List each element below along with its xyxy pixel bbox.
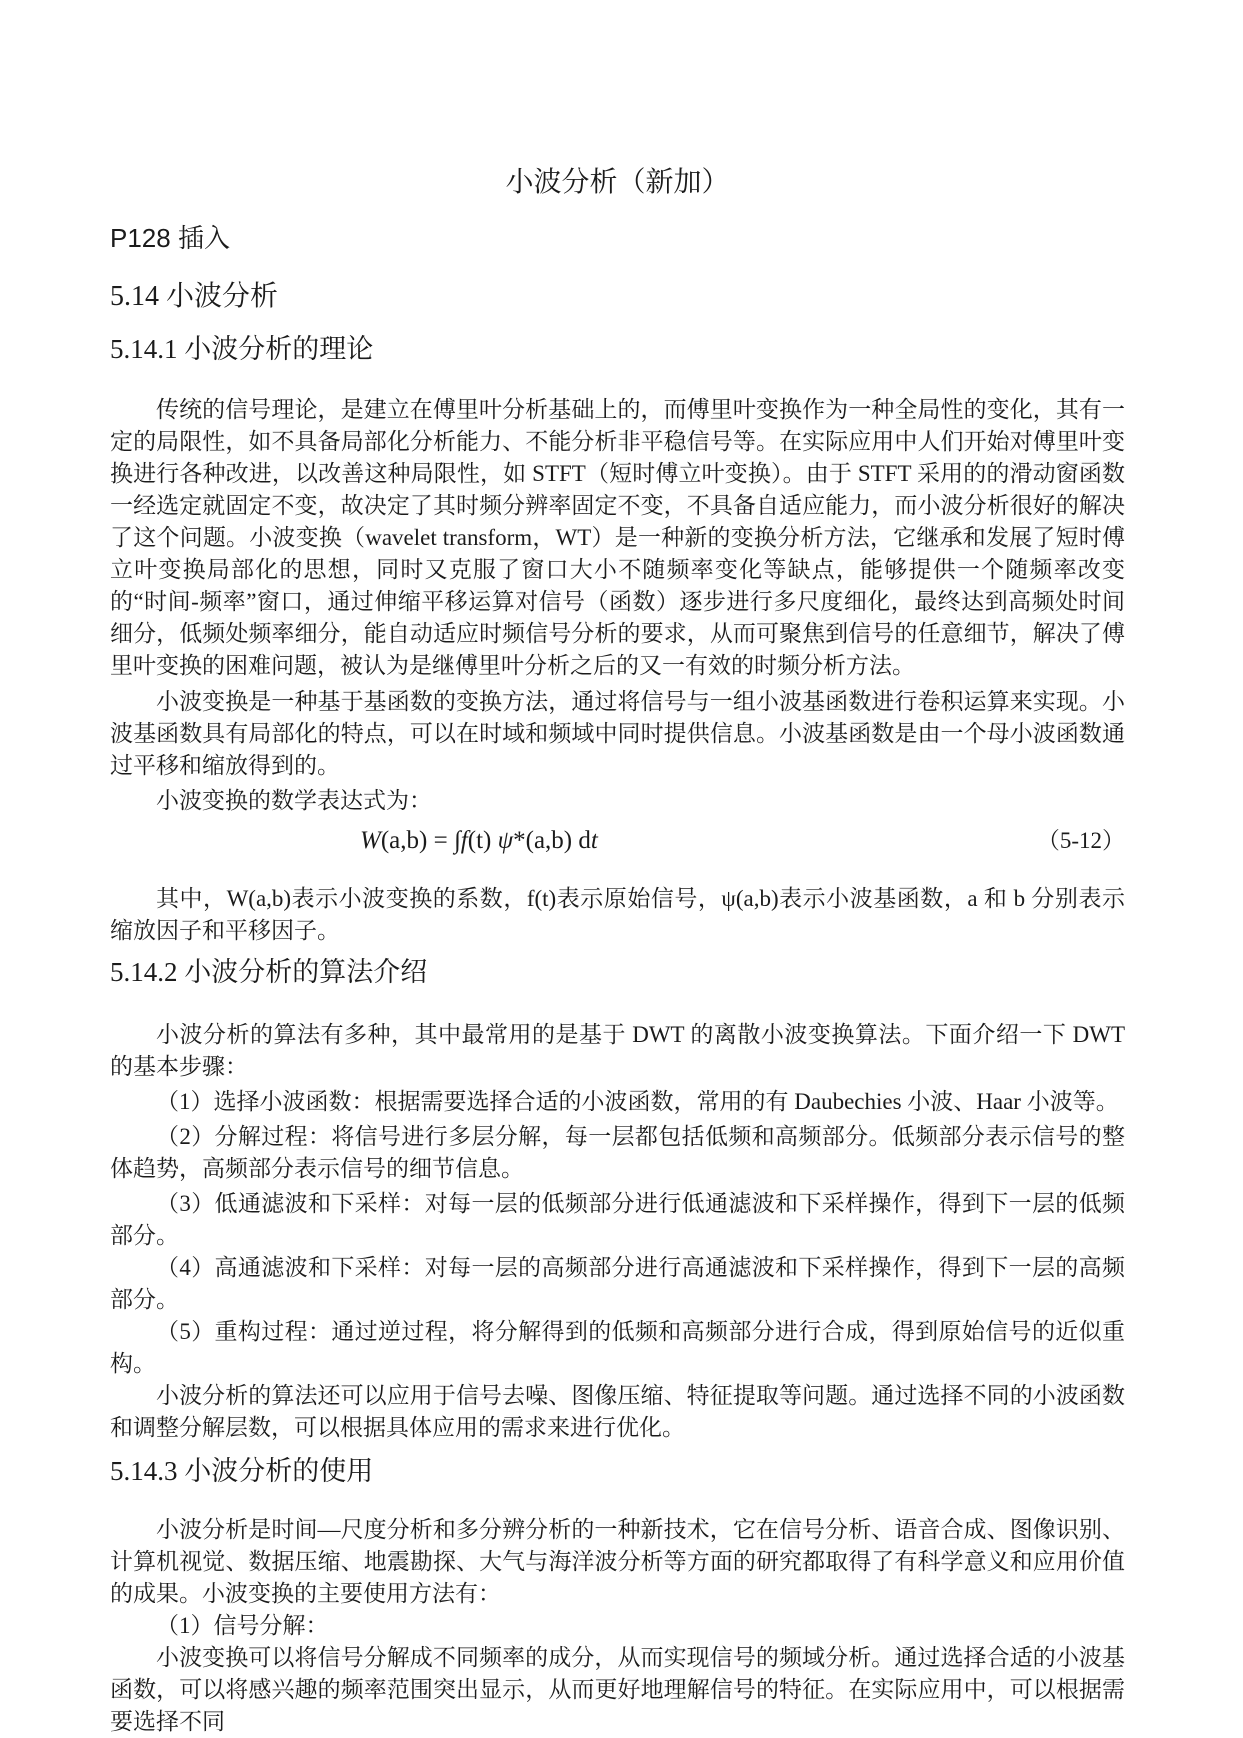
psi-symbol: ψ <box>497 827 514 854</box>
heading-5-14-3: 5.14.3 小波分析的使用 <box>110 1456 374 1486</box>
doc-title: 小波分析（新加） <box>505 166 730 197</box>
list-item-step-5: （5）重构过程：通过逆过程，将分解得到的低频和高频部分进行合成，得到原始信号的近似重构。 <box>110 1319 1125 1376</box>
equation-5-12 <box>110 823 1125 859</box>
equation-number: （5-12） <box>1036 828 1125 853</box>
heading-5-14-1: 5.14.1 小波分析的理论 <box>110 334 374 364</box>
heading-5-14-2: 5.14.2 小波分析的算法介绍 <box>110 957 428 987</box>
list-item-step-1: （1）选择小波函数：根据需要选择合适的小波函数，常用的有 Daubechies 小波、Haar 小波等。 <box>156 1089 1119 1114</box>
list-item-step-3: （3）低通滤波和下采样：对每一层的低频部分进行低通滤波和下采样操作，得到下一层的低频部分。 <box>110 1191 1125 1248</box>
paragraph-signal-decomposition-detail: 小波变换可以将信号分解成不同频率的成分，从而实现信号的频域分析。通过选择合适的小波基函数，可以将感兴趣的频率范围突出显示，从而更好地理解信号的特征。在实际应用中，可以根据需要选择不同 <box>110 1645 1125 1734</box>
paragraph-usage-intro: 小波分析是时间—尺度分析和多分辨分析的一种新技术，它在信号分析、语音合成、图像识别、计算机视觉、数据压缩、地震勘探、大气与海洋波分析等方面的研究都取得了有科学意义和应用价值的成果。小波变换的主要使用方法有： <box>110 1517 1125 1606</box>
list-item-signal-decomposition: （1）信号分解： <box>156 1613 329 1638</box>
integral-symbol: ∫ <box>453 827 461 854</box>
paragraph-formula-explanation: 其中，W(a,b)表示小波变换的系数，f(t)表示原始信号，ψ(a,b)表示小波基函数，a 和 b 分别表示缩放因子和平移因子。 <box>110 886 1125 943</box>
list-item-step-2: （2）分解过程：将信号进行多层分解，每一层都包括低频和高频部分。低频部分表示信号的整体趋势，高频部分表示信号的细节信息。 <box>110 1124 1125 1181</box>
paragraph-formula-lead-in: 小波变换的数学表达式为： <box>156 788 432 813</box>
paragraph-algorithm-intro: 小波分析的算法有多种，其中最常用的是基于 DWT 的离散小波变换算法。下面介绍一下 DWT 的基本步骤： <box>110 1022 1125 1079</box>
paragraph-theory-intro: 传统的信号理论，是建立在傅里叶分析基础上的，而傅里叶变换作为一种全局性的变化，其有一定的局限性，如不具备局部化分析能力、不能分析非平稳信号等。在实际应用中人们开始对傅里叶变换进行各种改进，以改善这种局限性，如 STFT（短时傅立叶变换）。由于 STFT 采用的的滑动窗函数一经选定就固定不变，故决定了其时频分辨率固定不变，不具备自适应能力，而小波分析很好的解决了这个问题。小波变换（wavelet transform，WT）是一种新的变换分析方法，它继承和发展了短时傅立叶变换局部化的思想，同时又克服了窗口大小不随频率变化等缺点，能够提供一个随频率改变的“时间-频率”窗口，通过伸缩平移运算对信号（函数）逐步进行多尺度细化，最终达到高频处时间细分，低频处频率细分，能自动适应时频信号分析的要求，从而可聚焦到信号的任意细节，解决了傅里叶变换的困难问题，被认为是继傅里叶分析之后的又一有效的时频分析方法。 <box>110 397 1125 678</box>
list-item-step-4: （4）高通滤波和下采样：对每一层的高频部分进行高通滤波和下采样操作，得到下一层的高频部分。 <box>110 1255 1125 1312</box>
paragraph-algorithm-applications: 小波分析的算法还可以应用于信号去噪、图像压缩、特征提取等问题。通过选择不同的小波函数和调整分解层数，可以根据具体应用的需求来进行优化。 <box>110 1383 1125 1440</box>
heading-5-14: 5.14 小波分析 <box>110 281 279 312</box>
wavelet-transform-formula: W(a,b) = ∫f(t) ψ*(a,b) dt <box>360 827 598 854</box>
paragraph-basis-function: 小波变换是一种基于基函数的变换方法，通过将信号与一组小波基函数进行卷积运算来实现。小波基函数具有局部化的特点，可以在时域和频域中同时提供信息。小波基函数是由一个母小波函数通过平移和缩放得到的。 <box>110 689 1125 778</box>
insert-note: P128 插入 <box>110 223 230 253</box>
